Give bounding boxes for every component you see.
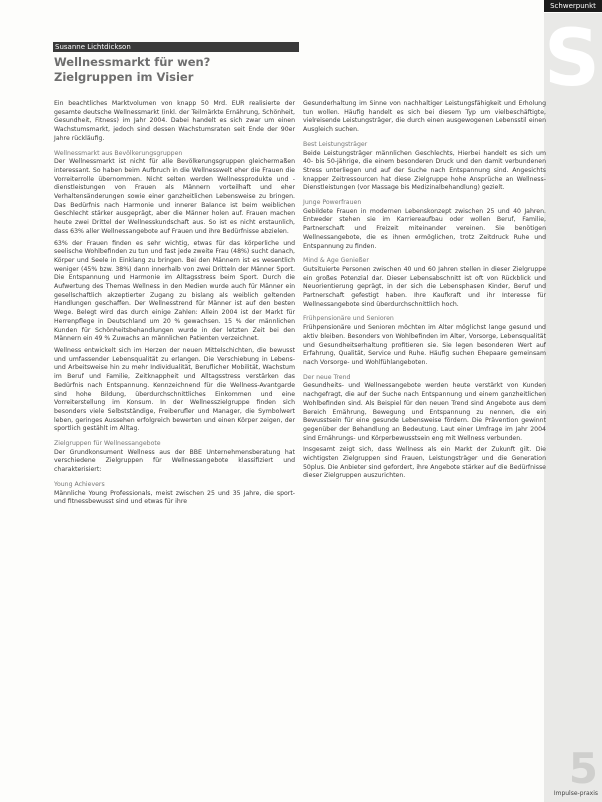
left-column [54, 100, 295, 510]
subheading: Zielgruppen für Wellnessangebote [54, 440, 161, 448]
intro-paragraph: Ein beachtliches Marktvolumen von knapp 50 Mrd. EUR realisierte der gesamte deutsche Wellnessmarkt (inkl. der Teilmärkte Ernährung, Schönheit, Gesundheit, Fitness) im Jahr 2004. Dabei handelt es sich zwar um einen Wachstumsmarkt, jedoch sind dessen Wachstumsraten seit Ende der 90er Jahre rückläufig. [54, 100, 295, 142]
paragraph: Insgesamt zeigt sich, dass Wellness als ein Markt der Zukunft gilt. Die wichtigsten Zielgruppen sind Frauen, Leistungsträger und die Generation 50plus. Die Anbieter sind gefordert, ihre Angebote stärker auf die Bedürfnisse dieser Zielgruppen auszurichten. [303, 446, 546, 480]
paragraph: 63% der Frauen finden es sehr wichtig, etwas für das körperliche und seelische Wohlbefinden zu tun und fast jede zweite Frau (48%) sucht danach, Körper und Seele in Einklang zu bringen. Bei den Männern ist es wesentlich weniger (45% bzw. 38%) dann innerhalb von zwei Dritteln der Männer Sport. Die Entspannung und Harmonie im Alltagsstress beim Sport. Durch die Aufwertung des Themas Wellness in den Medien wurde auch für Männer ein gesellschaftlich akzeptierter Zugang zu bislang als weiblich geltenden Handlungen geschaffen. Der Wellnesstrend für Männer ist auf den besten Wege. Belegt wird das durch einige Zahlen: Allein 2004 ist der Markt für Herrenpflege in Deutschland um 20 % gewachsen. 15 % der männlichen Kunden für Schönheitsbehandlungen wurde in der letzten Zeit bei den Männern ein 49 % Zuwachs an männlichen Patienten verzeichnet. [54, 239, 295, 343]
paragraph: Der Wellnessmarkt ist nicht für alle Bevölkerungsgruppen gleichermaßen interessant. So haben beim Aufbruch in die Wellnesswelt eher die Frauen die Vorreiterrolle übernommen. Nicht selten werden Wellnessprodukte und -dienstleistungen von Frauen als Männern vorteilhaft und eher Verhaltensänderungen sowie einer ganzheitlichen Lebensweise zu bringen. Das Bedürfnis nach Harmonie und innerer Balance ist beim weiblichen Geschlecht stärker ausgeprägt, aber die Männer holen auf. Frauen machen heute zwei Drittel der Wellnesskundschaft aus. So ist es nicht erstaunlich, dass 63% aller Wellnessangebote auf Frauen und ihre Bedürfnisse abzielen. [54, 158, 295, 235]
paragraph: Wellness entwickelt sich im Herzen der neuen Mittelschichten, die bewusst und umfassender Lebensqualität zu erlangen. Die Verschiebung in Lebens- und Arbeitsweise hin zu mehr Individualität, Beruflicher Mobilität, Wachstum im Beruf und Familie, Zeitknappheit und Alltagsstress verstärken das Bedürfnis nach Entspannung. Kennzeichnend für die Wellness-Avantgarde sind hohe Bildung, überdurchschnittliches Einkommen und eine Vorreiterstellung im Konsum. In der Wellnesszielgruppe finden sich besonders viele Selbstständige, Freiberufler und Manager, die Symbolwert leben, geringes Aussehen erfolgreich bewerten und einen Körper zeigen, der sportlich gestählt im Alltag. [54, 346, 295, 433]
paragraph: Gebildete Frauen in modernen Lebenskonzept zwischen 25 und 40 Jahren. Entweder stehen sie im Karriereaufbau oder wollen Beruf, Familie, Partnerschaft und Freizeit miteinander vereinen. Sie benötigen Wellnessangebote, die es ihnen ermöglichen, trotz Zeitdruck Ruhe und Entspannung zu finden. [303, 207, 546, 250]
paragraph: Gutsituierte Personen zwischen 40 und 60 Jahren stellen in dieser Zielgruppe ein großes Potenzial dar. Dieser Lebensabschnitt ist oft von Rückblick und Neuorientierung geprägt, in der sich die Lebensphasen Kinder, Beruf und Partnerschaft gefestigt haben. Ihre Kaufkraft und ihr Interesse für Wellnessangebote sind überdurchschnittlich hoch. [303, 265, 546, 308]
article-title-line2: Zielgruppen im Visier [54, 70, 194, 84]
subheading: Young Achievers [54, 480, 105, 488]
subheading: Wellnessmarkt aus Bevölkerungsgruppen [54, 149, 183, 157]
paragraph: Männliche Young Professionals, meist zwischen 25 und 35 Jahre, die sport- und fitnessbewusst sind und etwas für ihre [54, 489, 295, 506]
author-bar: Susanne Lichtdickson [53, 42, 299, 52]
paragraph: Gesundheits- und Wellnessangebote werden heute verstärkt von Kunden nachgefragt, die auf der Suche nach Entspannung und einem ganzheitlichen Wohlbefinden sind. Als Beispiel für den neuen Trend sind Angebote aus dem Bereich Ernährung, Bewegung und Entspannung zu nennen, die ein Bewusstsein für eine gesunde Lebensweise fördern. Die Prävention gewinnt gegenüber der Behandlung an Bedeutung. Laut einer Umfrage im Jahr 2004 sind Ernährungs- und Körperbewusstsein eng mit Wellness verbunden. [303, 382, 546, 442]
subheading: Mind & Age Genießer [303, 257, 369, 265]
side-margin-bar [544, 13, 602, 802]
subheading: Der neue Trend [303, 373, 351, 381]
section-letter-logo: S [543, 14, 600, 104]
paragraph: Gesunderhaltung im Sinne von nachhaltiger Leistungsfähigkeit und Erholung tun wollen. Häufig handelt es sich bei diesem Typ um vielbeschäftigte, vielreisende Leistungsträger, die durch einen ausgewogenen Lebensstil einen Ausgleich suchen. [303, 100, 546, 134]
right-column [303, 100, 546, 484]
paragraph: Beide Leistungsträger männlichen Geschlechts, Hierbei handelt es sich um 40- bis 50-jährige, die einem besonderen Druck und den damit verbundenen Stress unterliegen und auf der Suche nach Entspannung sind. Angesichts knapper Zeitressourcen hat diese Zielgruppe hohe Ansprüche an Wellness-Dienstleistungen (vor Massage bis Medizinalbehandlung) gezielt. [303, 149, 546, 192]
subheading: Best Leistungsträger [303, 140, 368, 148]
section-tab: Schwerpunkt [544, 0, 602, 12]
paragraph: Der Grundkonsument Wellness aus der BBE Unternehmensberatung hat verschiedene Zielgruppen für Wellnessangebote klassifiziert und charakterisiert: [54, 448, 295, 474]
article-title-line1: Wellnessmarkt für wen? [54, 55, 211, 69]
paragraph: Frühpensionäre und Senioren möchten im Alter möglichst lange gesund und aktiv bleiben. Besonders von Wohlbefinden im Alter, Vorsorge, Lebensqualität und Gesundheitserhaltung profitieren sie. Sie legen besonderen Wert auf Erfahrung, Qualität, Service und Ruhe. Häufig suchen Ehepaare gemeinsam nach Vorsorge- und Wohlfühlangeboten. [303, 324, 546, 366]
subheading: Junge Powerfrauen [303, 199, 362, 207]
footer-section-label: Impulse-praxis [553, 790, 598, 797]
page-number: 5 [568, 744, 598, 793]
subheading: Frühpensionäre und Senioren [303, 315, 394, 323]
